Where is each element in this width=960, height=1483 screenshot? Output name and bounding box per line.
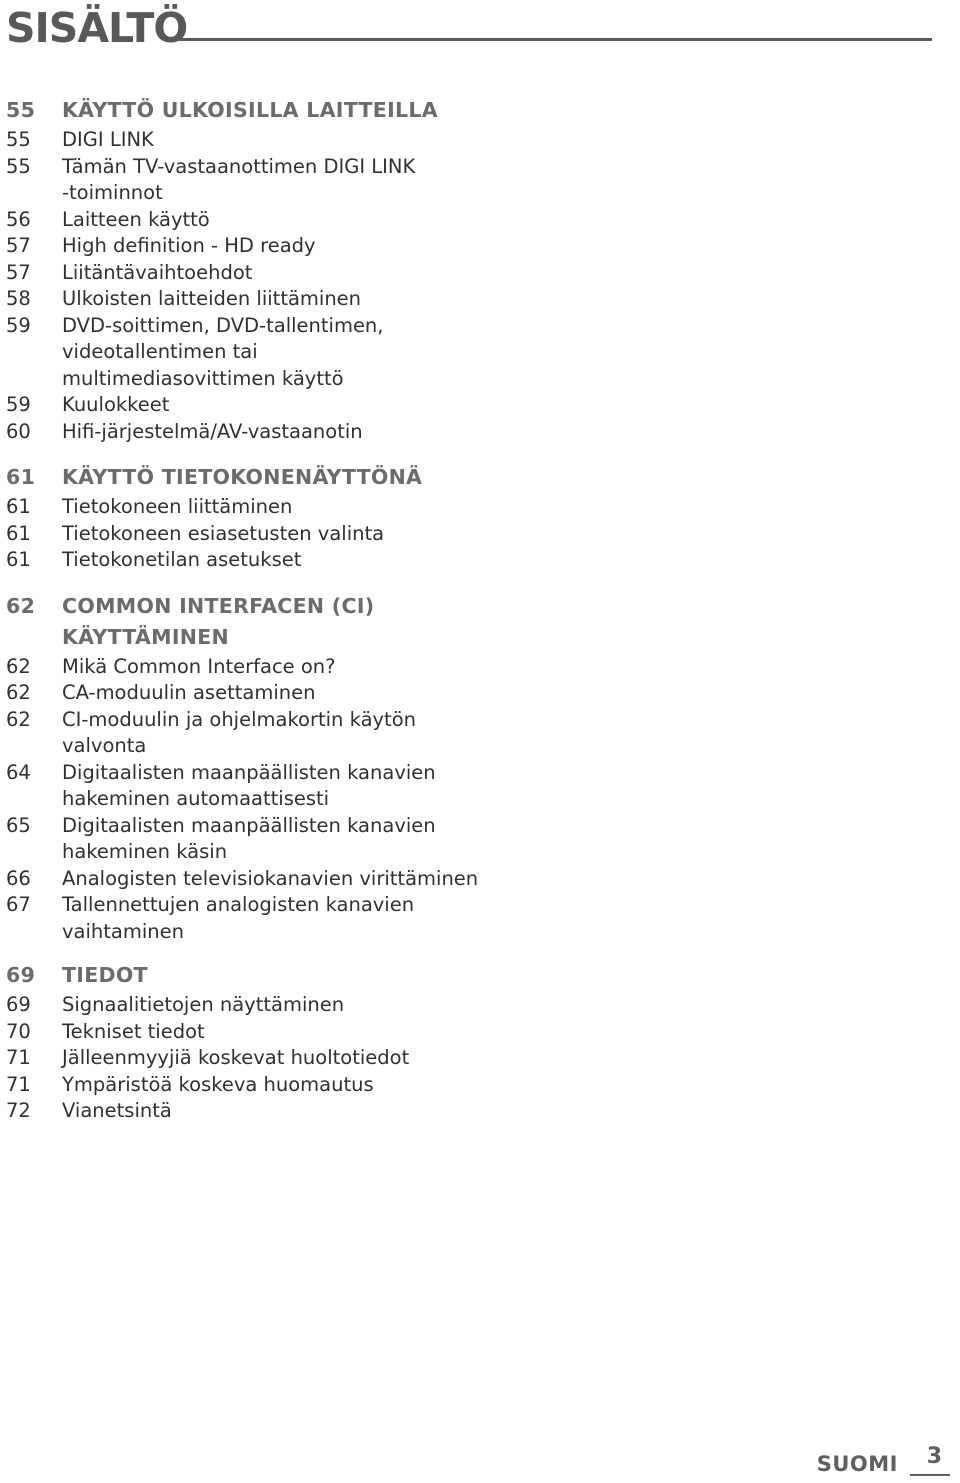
toc-page-number: 62 (6, 654, 31, 678)
toc-entry[interactable] (6, 547, 906, 574)
toc-entry[interactable] (6, 813, 906, 866)
toc-page-number: 72 (6, 1099, 31, 1122)
toc-entry-text: High definition - HD ready (62, 234, 316, 257)
toc-entry-text: Liitäntävaihtoehdot (62, 260, 253, 284)
toc-entry-text: CA-moduulin asettaminen (62, 681, 316, 704)
toc-page-number: 57 (6, 260, 31, 284)
toc-entry-text: Digitaalisten maanpäällisten kanavien hakeminen käsin (62, 813, 436, 863)
toc-entry-text: Signaalitietojen näyttäminen (62, 993, 345, 1016)
toc-section-heading[interactable] (6, 95, 906, 126)
toc-page-number: 55 (6, 128, 31, 151)
toc-entry[interactable] (6, 233, 906, 260)
toc-page-number: 69 (6, 993, 31, 1016)
toc-heading-text: KÄYTTÖ TIETOKONENÄYTTÖNÄ (62, 465, 423, 489)
toc-entry[interactable] (6, 392, 906, 419)
page-title: SISÄLTÖ (6, 4, 188, 52)
toc-entry[interactable] (6, 1098, 906, 1125)
toc-entry[interactable] (6, 207, 906, 234)
toc-entry-text: Tämän TV-vastaanottimen DIGI LINK -toiminnot (62, 154, 416, 204)
toc-entry[interactable] (6, 419, 906, 446)
toc-entry[interactable] (6, 1072, 906, 1099)
toc-entry[interactable] (6, 654, 906, 681)
toc-entry[interactable] (6, 286, 906, 313)
toc-page-number: 66 (6, 866, 31, 890)
toc-entry[interactable] (6, 992, 906, 1019)
toc-entry[interactable] (6, 680, 906, 707)
toc-entry[interactable] (6, 1045, 906, 1072)
toc-section-heading[interactable] (6, 960, 906, 991)
toc-entry-text: Kuulokkeet (62, 393, 170, 416)
toc-page-number: 65 (6, 813, 31, 837)
toc-page-number: 62 (6, 707, 31, 731)
title-rule (178, 38, 932, 41)
toc-page-number: 61 (6, 495, 31, 518)
toc-entry[interactable] (6, 866, 906, 893)
toc-entry[interactable] (6, 494, 906, 521)
toc-entry-text: CI-moduulin ja ohjelmakortin käytön valvonta (62, 707, 416, 757)
footer-rule (910, 1474, 950, 1476)
toc-entry-text: Tekniset tiedot (62, 1019, 205, 1043)
toc-entry-text: Analogisten televisiokanavien virittäminen (62, 866, 479, 890)
toc-page-number: 62 (6, 593, 36, 618)
toc-heading-text: KÄYTTÖ ULKOISILLA LAITTEILLA (62, 98, 438, 122)
page-footer (796, 1440, 956, 1480)
toc-entry-text: Tietokoneen esiasetusten valinta (62, 521, 385, 545)
toc-entry-text: DVD-soittimen, DVD-tallentimen, videotallentimen tai multimediasovittimen käyttö (62, 313, 384, 390)
toc-section (6, 95, 906, 445)
toc-entry-text: DIGI LINK (62, 128, 154, 151)
toc-entry[interactable] (6, 760, 906, 813)
toc-page-number: 59 (6, 393, 31, 416)
toc-section-heading[interactable] (6, 462, 906, 493)
toc-page-number: 70 (6, 1019, 31, 1043)
toc-page-number: 55 (6, 98, 36, 122)
toc-entry-text: Ulkoisten laitteiden liittäminen (62, 287, 362, 310)
toc-entry-text: Digitaalisten maanpäällisten kanavien hakeminen automaattisesti (62, 760, 436, 810)
toc-entry-text: Ympäristöä koskeva huomautus (62, 1072, 374, 1096)
toc-page-number: 57 (6, 234, 31, 257)
toc-entry[interactable] (6, 313, 906, 393)
toc-entry-text: Tallennettujen analogisten kanavien vaihtaminen (62, 893, 415, 943)
toc-page-number: 62 (6, 681, 31, 704)
toc-entry-text: Laitteen käyttö (62, 207, 210, 231)
toc-page-number: 71 (6, 1046, 31, 1069)
toc-page-number: 60 (6, 419, 31, 443)
toc-entry[interactable] (6, 260, 906, 287)
toc-entry[interactable] (6, 707, 906, 760)
toc-heading-text: TIEDOT (62, 963, 148, 987)
toc-page-number: 58 (6, 287, 31, 310)
toc-section (6, 591, 906, 946)
toc-entry-text: Jälleenmyyjiä koskevat huoltotiedot (62, 1046, 410, 1069)
toc-section (6, 960, 906, 1125)
toc-entry-text: Tietokonetilan asetukset (62, 548, 302, 571)
table-of-contents (6, 95, 906, 1141)
toc-entry-text: Tietokoneen liittäminen (62, 495, 293, 518)
toc-entry[interactable] (6, 892, 906, 945)
footer-language: SUOMI (816, 1452, 898, 1476)
toc-entry-text: Vianetsintä (62, 1099, 172, 1122)
toc-page-number: 61 (6, 548, 31, 571)
footer-page-number: 3 (926, 1444, 942, 1469)
toc-entry-text: Mikä Common Interface on? (62, 654, 336, 678)
toc-entry[interactable] (6, 154, 906, 207)
toc-heading-text: COMMON INTERFACEN (CI) KÄYTTÄMINEN (62, 593, 375, 649)
toc-entry[interactable] (6, 127, 906, 154)
toc-entry[interactable] (6, 1019, 906, 1046)
toc-section-heading[interactable] (6, 591, 906, 653)
toc-page-number: 71 (6, 1072, 31, 1096)
toc-page-number: 69 (6, 963, 36, 987)
toc-page-number: 61 (6, 465, 36, 489)
toc-section (6, 462, 906, 574)
toc-page-number: 59 (6, 313, 31, 337)
toc-entry[interactable] (6, 521, 906, 548)
page-header (6, 0, 932, 56)
toc-page-number: 64 (6, 760, 31, 784)
toc-page-number: 67 (6, 893, 31, 916)
toc-page-number: 55 (6, 154, 31, 178)
toc-page-number: 56 (6, 207, 31, 231)
toc-entry-text: Hifi-järjestelmä/AV-vastaanotin (62, 419, 363, 443)
toc-page-number: 61 (6, 521, 31, 545)
